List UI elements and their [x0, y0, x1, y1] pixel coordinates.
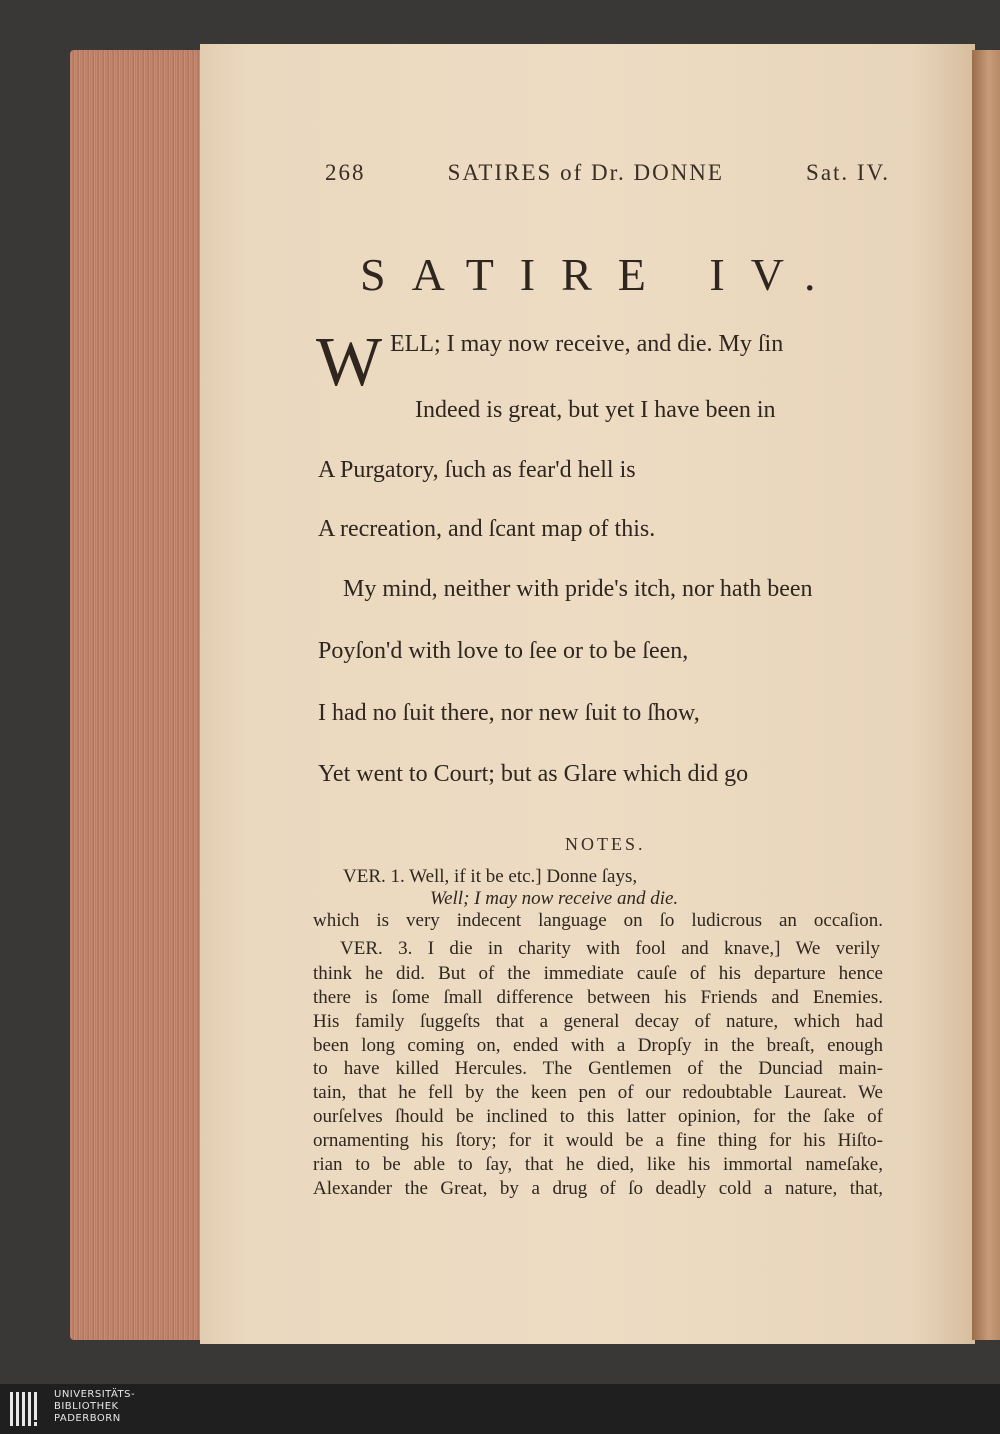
note-line: to have killed Hercules. The Gentlemen of the Dunciad main-: [313, 1058, 883, 1079]
note-line: Well; I may now receive and die.: [430, 888, 679, 909]
note-line: tain, that he fell by the keen pen of our redoubtable Laureat. We: [313, 1082, 883, 1103]
note-line: ornamenting his ſtory; for it would be a fine thing for his Hiſto-: [313, 1130, 883, 1151]
satire-title: SATIRE IV.: [360, 249, 842, 300]
library-logo-text: [54, 1389, 254, 1425]
running-head: [325, 160, 890, 186]
facing-page-edge: [972, 50, 1000, 1340]
verse-line: My mind, neither with pride's itch, nor hath been: [343, 576, 813, 602]
note-line: His family ſuggeſts that a general decay of nature, which had: [313, 1011, 883, 1032]
page-number: 268: [325, 160, 366, 185]
verse-line: ELL; I may now receive, and die. My ſin: [390, 331, 784, 357]
library-logo-icon: [10, 1392, 44, 1426]
verse-line: A Purgatory, ſuch as fear'd hell is: [318, 457, 636, 483]
note-line: think he did. But of the immediate cauſe of his departure hence: [313, 963, 883, 984]
verse-line: I had no ſuit there, nor new ſuit to ſhow,: [318, 700, 700, 726]
running-section: Sat. IV.: [806, 160, 890, 185]
logo-line: BIBLIOTHEK: [54, 1401, 119, 1412]
verse-line: Indeed is great, but yet I have been in: [415, 397, 776, 423]
verse-line: A recreation, and ſcant map of this.: [318, 516, 656, 542]
note-line: VER. 3. I die in charity with fool and knave,] We verily: [340, 938, 880, 959]
notes-heading: NOTES.: [565, 834, 646, 854]
note-line: rian to be able to ſay, that he died, like his immortal nameſake,: [313, 1154, 883, 1175]
note-line: been long coming on, ended with a Dropſy in the breaſt, enough: [313, 1035, 883, 1056]
note-line: ourſelves ſhould be inclined to this latter opinion, for the ſake of: [313, 1106, 883, 1127]
note-line: VER. 1. Well, if it be etc.] Donne ſays,: [343, 866, 638, 887]
note-line: which is very indecent language on ſo ludicrous an occaſion.: [313, 910, 883, 931]
running-title: SATIRES of Dr. DONNE: [447, 160, 724, 185]
logo-line: UNIVERSITÄTS-: [54, 1389, 136, 1400]
verse-line: Yet went to Court; but as Glare which did go: [318, 761, 749, 787]
logo-line: PADERBORN: [54, 1413, 121, 1424]
book-page-edges: [70, 50, 210, 1340]
note-line: there is ſome ſmall difference between his Friends and Enemies.: [313, 987, 883, 1008]
drop-cap: W: [316, 324, 383, 401]
verse-line: Poyſon'd with love to ſee or to be ſeen,: [318, 638, 689, 664]
note-line: Alexander the Great, by a drug of ſo deadly cold a nature, that,: [313, 1178, 883, 1199]
